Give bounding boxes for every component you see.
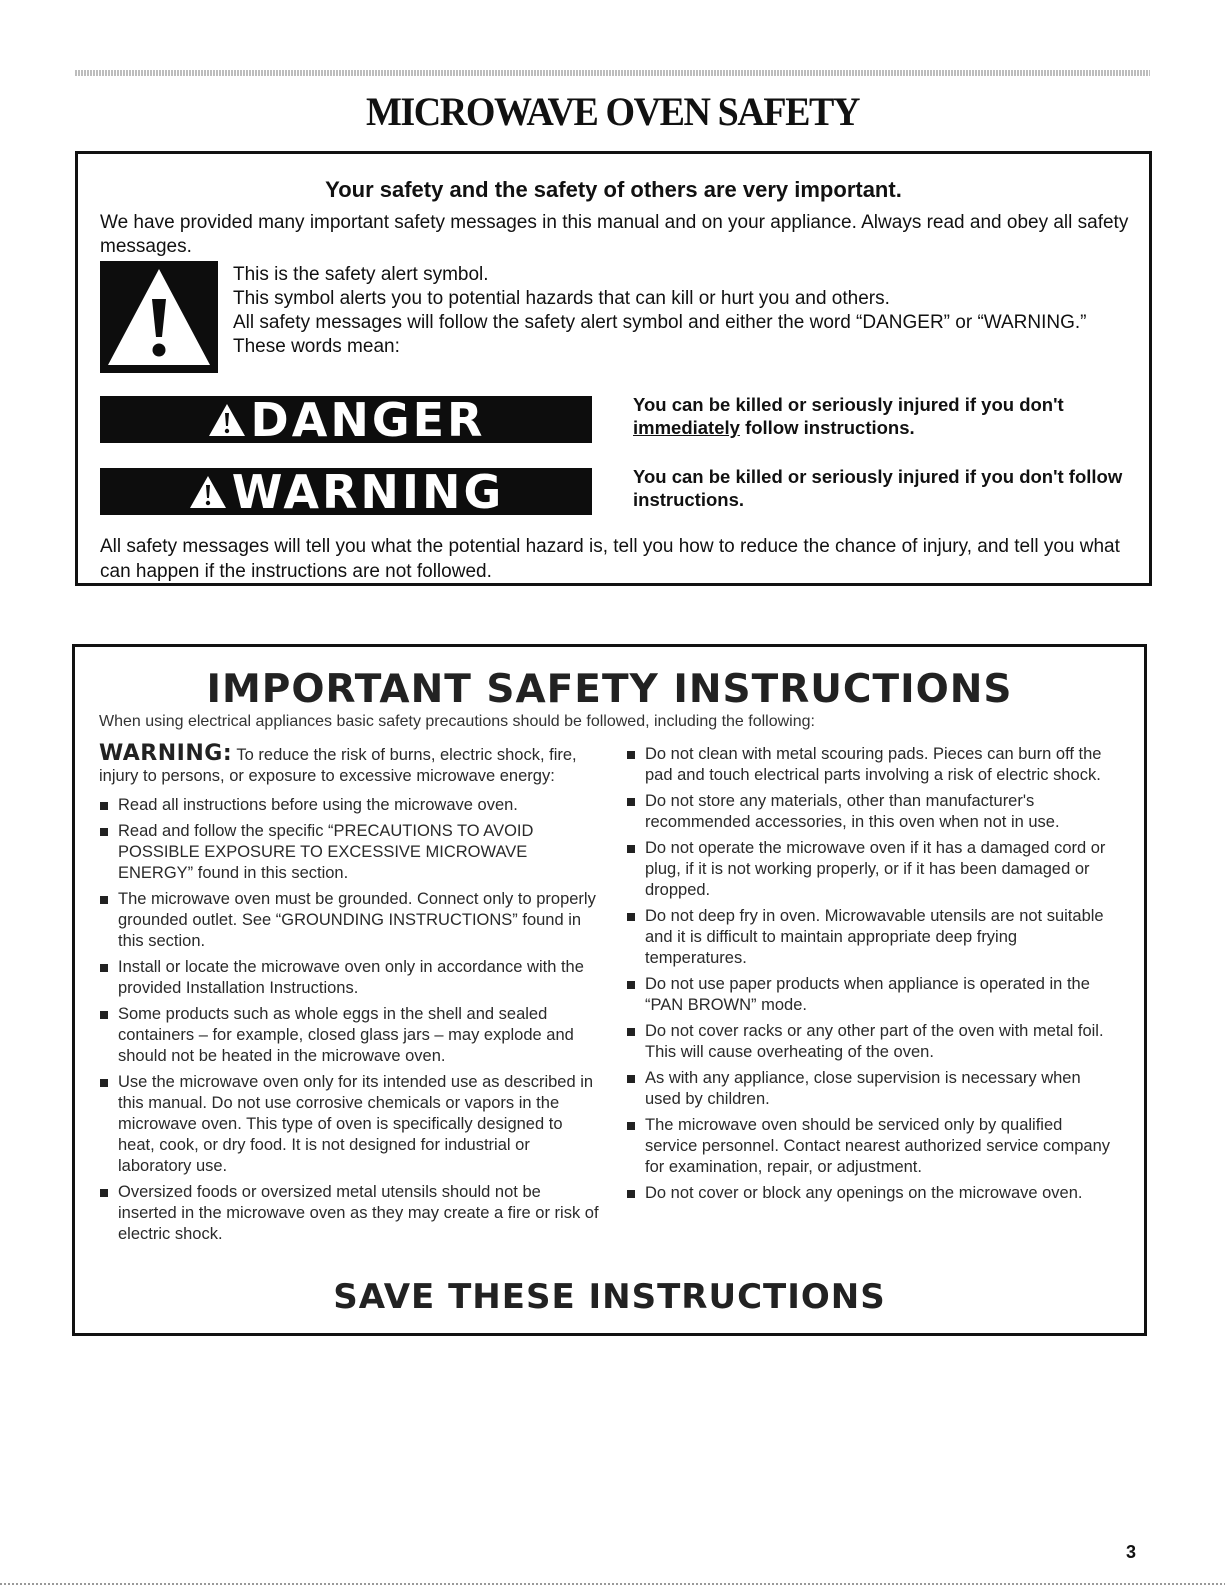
list-item: Do not clean with metal scouring pads. Pieces can burn off the pad and touch electrical parts involving a risk of electric shock. <box>626 744 1116 786</box>
bullet-icon <box>627 1075 635 1083</box>
list-item: Do not deep fry in oven. Microwavable utensils are not suitable and it is difficult to maintain appropriate deep frying temperatures. <box>626 906 1116 969</box>
alert-symbol-explanation <box>233 263 1113 359</box>
left-instruction-list <box>99 795 599 1245</box>
page-title: MICROWAVE OVEN SAFETY <box>365 89 859 134</box>
list-item: The microwave oven must be grounded. Connect only to properly grounded outlet. See “GROUNDING INSTRUCTIONS” found in this section. <box>99 889 599 952</box>
list-item: Do not use paper products when appliance is operated in the “PAN BROWN” mode. <box>626 974 1116 1016</box>
warning-alert-icon <box>188 474 228 510</box>
danger-banner <box>100 392 592 447</box>
page-number: 3 <box>1126 1542 1137 1562</box>
list-item: Read and follow the specific “PRECAUTIONS TO AVOID POSSIBLE EXPOSURE TO EXCESSIVE MICROWAVE ENERGY” found in this section. <box>99 821 599 884</box>
save-instructions-title: SAVE THESE INSTRUCTIONS <box>333 1277 886 1317</box>
warning-lead <box>99 743 599 787</box>
list-item: Some products such as whole eggs in the shell and sealed containers – for example, closed glass jars – may explode and should not be heated in the microwave oven. <box>99 1004 599 1067</box>
bullet-icon <box>627 913 635 921</box>
top-divider <box>75 70 1150 76</box>
bullet-icon <box>627 845 635 853</box>
instructions-left-column <box>99 743 599 1250</box>
alert-line: This is the safety alert symbol. <box>233 264 489 285</box>
bullet-icon <box>627 1190 635 1198</box>
danger-label: DANGER <box>250 392 486 447</box>
warning-lead-text: To reduce the risk of burns, electric shock, fire, injury to persons, or exposure to excessive microwave energy: <box>99 746 577 785</box>
instructions-right-column <box>626 744 1116 1209</box>
instructions-intro: When using electrical appliances basic safety precautions should be followed, including the following: <box>99 713 815 730</box>
warning-banner <box>100 464 592 519</box>
bullet-icon <box>627 798 635 806</box>
list-item: As with any appliance, close supervision is necessary when used by children. <box>626 1068 1116 1110</box>
list-item: Do not cover racks or any other part of the oven with metal foil. This will cause overheating of the oven. <box>626 1021 1116 1063</box>
safety-notice-box <box>75 151 1152 586</box>
right-instruction-list <box>626 744 1116 1204</box>
bullet-icon <box>100 896 108 904</box>
bullet-icon <box>627 1028 635 1036</box>
bullet-icon <box>100 802 108 810</box>
safety-heading: Your safety and the safety of others are very important. <box>325 177 902 202</box>
bullet-icon <box>100 1079 108 1087</box>
instructions-title: IMPORTANT SAFETY INSTRUCTIONS <box>206 667 1013 712</box>
list-item: Read all instructions before using the microwave oven. <box>99 795 599 816</box>
list-item: Oversized foods or oversized metal utensils should not be inserted in the microwave oven as they may create a fire or risk of electric shock. <box>99 1182 599 1245</box>
safety-footer: All safety messages will tell you what the potential hazard is, tell you how to reduce the chance of injury, and tell you what can happen if the instructions are not followed. <box>100 536 1120 582</box>
list-item: Use the microwave oven only for its intended use as described in this manual. Do not use corrosive chemicals or vapors in the microwave oven. This type of oven is specifically designed to heat, cook, or dry food. It is not designed for industrial or laboratory use. <box>99 1072 599 1177</box>
warning-label: WARNING <box>231 464 505 519</box>
list-item: Do not cover or block any openings on the microwave oven. <box>626 1183 1116 1204</box>
bullet-icon <box>100 828 108 836</box>
bullet-icon <box>627 981 635 989</box>
bullet-icon <box>100 964 108 972</box>
important-safety-instructions-box <box>72 644 1147 1336</box>
safety-intro: We have provided many important safety messages in this manual and on your appliance. Always read and obey all safety messages. <box>100 212 1129 257</box>
bullet-icon <box>100 1011 108 1019</box>
list-item: Do not operate the microwave oven if it has a damaged cord or plug, if it is not working properly, or if it has been damaged or dropped. <box>626 838 1116 901</box>
safety-alert-symbol-icon <box>100 261 218 373</box>
list-item: Do not store any materials, other than manufacturer's recommended accessories, in this oven when not in use. <box>626 791 1116 833</box>
bullet-icon <box>100 1189 108 1197</box>
danger-description: You can be killed or seriously injured if you don't immediately follow instructions. <box>633 394 1064 438</box>
alert-line: All safety messages will follow the safety alert symbol and either the word “DANGER” or “WARNING.” These words mean: <box>233 312 1087 357</box>
danger-alert-icon <box>207 402 247 438</box>
warning-lead-label: WARNING: <box>99 741 233 766</box>
warning-description: You can be killed or seriously injured if you don't follow instructions. <box>633 466 1123 510</box>
alert-line: This symbol alerts you to potential hazards that can kill or hurt you and others. <box>233 288 890 309</box>
bullet-icon <box>627 751 635 759</box>
bullet-icon <box>627 1122 635 1130</box>
list-item: Install or locate the microwave oven only in accordance with the provided Installation Instructions. <box>99 957 599 999</box>
list-item: The microwave oven should be serviced only by qualified service personnel. Contact nearest authorized service company for examination, repair, or adjustment. <box>626 1115 1116 1178</box>
